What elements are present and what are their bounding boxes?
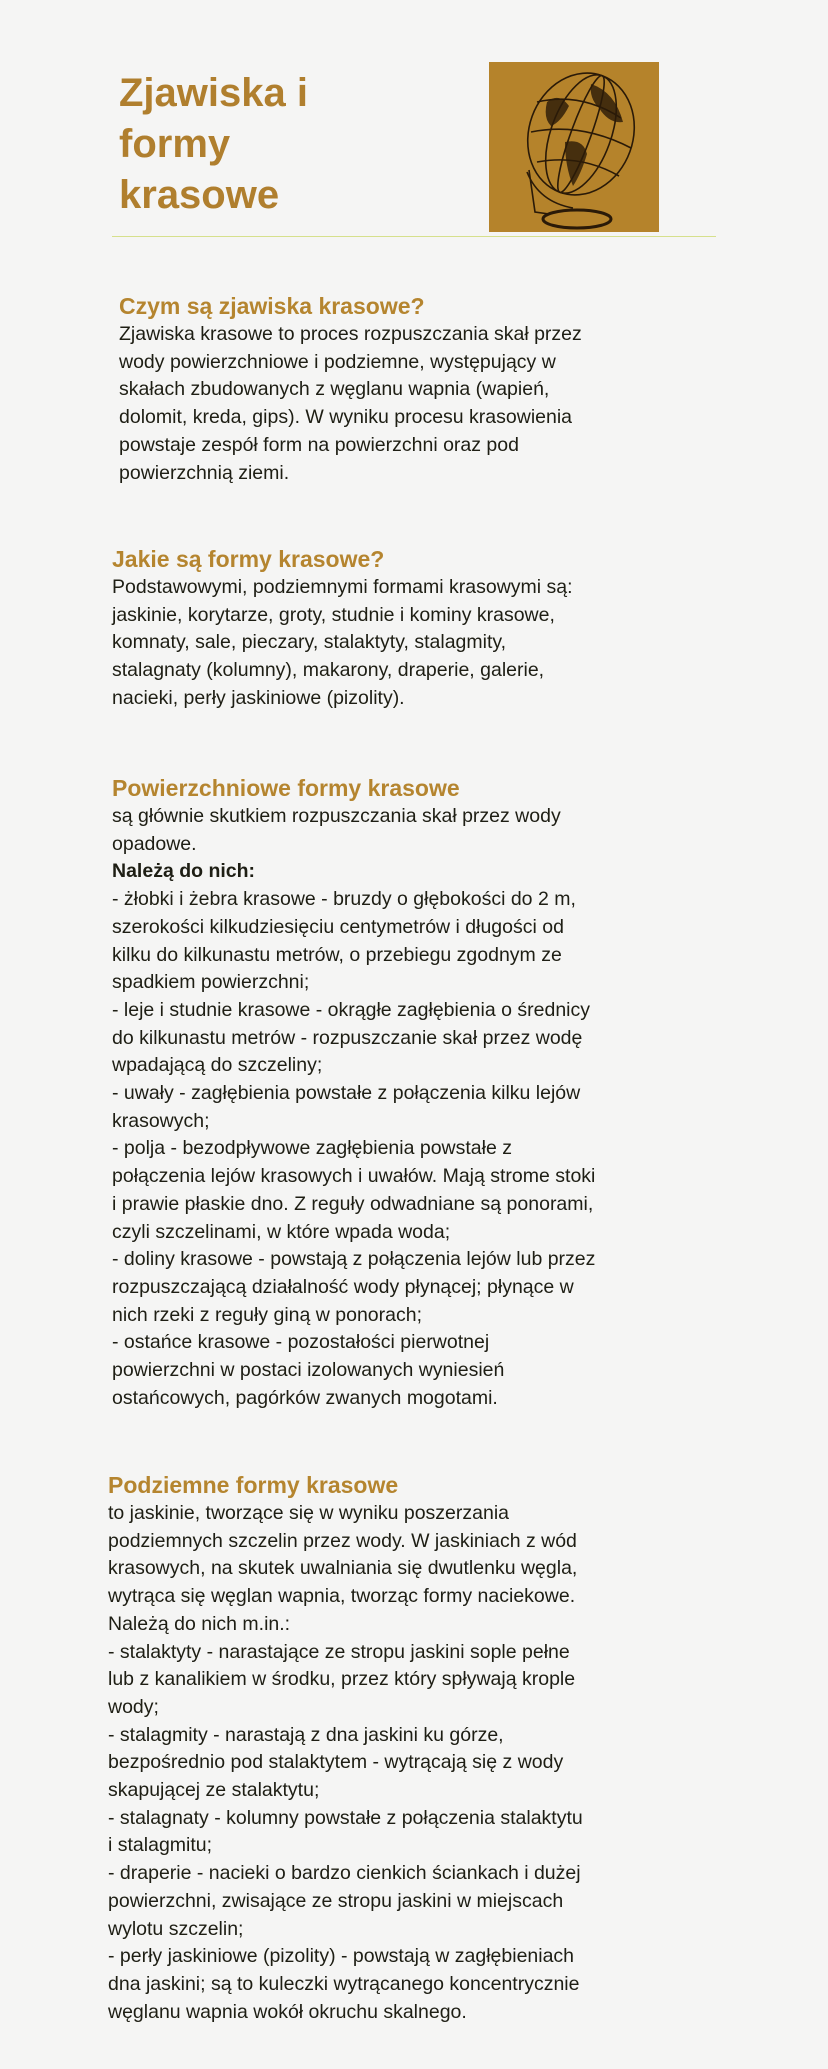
text-line: - doliny krasowe - powstają z połączenia lejów lub przez bbox=[112, 1248, 596, 1271]
text-line: powierzchni, zwisające ze stropu jaskini w miejscach bbox=[108, 1889, 564, 1912]
text-line: - żłobki i żebra krasowe - bruzdy o głębokości do 2 m, bbox=[112, 888, 576, 911]
text-line: są głównie skutkiem rozpuszczania skał przez wody bbox=[112, 805, 561, 827]
title-line: formy bbox=[119, 122, 231, 166]
text-line: spadkiem powierzchni; bbox=[112, 971, 310, 994]
text-line: powstaje zespół form na powierzchni oraz pod bbox=[119, 433, 519, 456]
text-line: nacieki, perły jaskiniowe (pizolity). bbox=[112, 686, 405, 709]
page-title bbox=[119, 68, 308, 221]
text-line: - perły jaskiniowe (pizolity) - powstają w zagłębieniach bbox=[108, 1945, 575, 1968]
section-body bbox=[119, 321, 739, 487]
text-line: wody; bbox=[108, 1695, 159, 1718]
text-line: Należą do nich: bbox=[112, 860, 256, 883]
text-line: - stalagmity - narastają z dna jaskini ku górze, bbox=[108, 1723, 504, 1746]
section-heading: Powierzchniowe formy krasowe bbox=[112, 775, 460, 801]
globe-icon bbox=[489, 62, 659, 232]
text-line: czyli szczelinami, w które wpada woda; bbox=[112, 1220, 451, 1243]
text-line: krasowych; bbox=[112, 1109, 210, 1132]
text-line: Należą do nich m.in.: bbox=[108, 1612, 291, 1635]
text-line: jaskinie, korytarze, groty, studnie i kominy krasowe, bbox=[112, 603, 555, 626]
text-line: do kilkunastu metrów - rozpuszczanie skał przez wodę bbox=[112, 1026, 583, 1049]
text-line: stalagnaty (kolumny), makarony, draperie, galerie, bbox=[112, 659, 545, 682]
section-body bbox=[108, 1500, 728, 2026]
text-line: - ostańce krasowe - pozostałości pierwotnej bbox=[112, 1331, 490, 1354]
text-line: wytrąca się węglan wapnia, tworząc formy naciekowe. bbox=[108, 1585, 576, 1608]
section-underground-forms bbox=[108, 1470, 728, 2026]
text-line: - stalaktyty - narastające ze stropu jaskini sople pełne bbox=[108, 1640, 570, 1663]
text-line: powierzchnią ziemi. bbox=[119, 461, 290, 484]
text-line: ostańcowych, pagórków zwanych mogotami. bbox=[112, 1386, 498, 1409]
text-line: wody powierzchniowe i podziemne, występujący w bbox=[119, 350, 556, 373]
text-line: węglanu wapnia wokół okruchu skalnego. bbox=[108, 2000, 467, 2023]
text-line: - leje i studnie krasowe - okrągłe zagłębienia o średnicy bbox=[112, 998, 590, 1021]
title-line: Zjawiska i bbox=[119, 71, 308, 115]
text-line: - polja - bezodpływowe zagłębienia powstałe z bbox=[112, 1137, 512, 1160]
text-line: wylotu szczelin; bbox=[108, 1917, 244, 1940]
text-line: Podstawowymi, podziemnymi formami krasowymi są: bbox=[112, 576, 573, 598]
text-line: - stalagnaty - kolumny powstałe z połączenia stalaktytu bbox=[108, 1806, 583, 1829]
text-line: - draperie - nacieki o bardzo cienkich ściankach i dużej bbox=[108, 1862, 581, 1885]
text-line: nich rzeki z reguły giną w ponorach; bbox=[112, 1303, 422, 1326]
text-line: skapującej ze stalaktytu; bbox=[108, 1779, 320, 1802]
text-line: połączenia lejów krasowych i uwałów. Mają strome stoki bbox=[112, 1165, 596, 1188]
section-heading: Czym są zjawiska krasowe? bbox=[119, 293, 425, 319]
text-line: wpadającą do szczeliny; bbox=[112, 1054, 323, 1077]
section-body bbox=[112, 803, 732, 1412]
section-what-is-karst bbox=[119, 291, 739, 487]
text-line: dna jaskini; są to kuleczki wytrącanego koncentrycznie bbox=[108, 1972, 580, 1995]
text-line: - uwały - zagłębienia powstałe z połączenia kilku lejów bbox=[112, 1082, 581, 1105]
section-surface-forms bbox=[112, 773, 732, 1412]
section-heading: Jakie są formy krasowe? bbox=[112, 546, 385, 572]
text-line: opadowe. bbox=[112, 832, 197, 855]
section-karst-forms bbox=[112, 544, 732, 713]
section-heading: Podziemne formy krasowe bbox=[108, 1472, 399, 1498]
text-line: lub z kanalikiem w środku, przez który spływają krople bbox=[108, 1668, 576, 1691]
text-line: dolomit, kreda, gips). W wyniku procesu krasowienia bbox=[119, 406, 573, 429]
text-line: kilku do kilkunastu metrów, o przebiegu zgodnym ze bbox=[112, 943, 562, 966]
text-line: skałach zbudowanych z węglanu wapnia (wapień, bbox=[119, 378, 550, 401]
text-line: Zjawiska krasowe to proces rozpuszczania skał przez bbox=[119, 323, 582, 345]
text-line: powierzchni w postaci izolowanych wyniesień bbox=[112, 1359, 505, 1382]
text-line: krasowych, na skutek uwalniania się dwutlenku węgla, bbox=[108, 1557, 578, 1580]
text-line: bezpośrednio pod stalaktytem - wytrącają się z wody bbox=[108, 1751, 564, 1774]
text-line: rozpuszczającą działalność wody płynącej; płynące w bbox=[112, 1275, 574, 1298]
text-line: podziemnych szczelin przez wody. W jaskiniach z wód bbox=[108, 1529, 577, 1552]
text-line: i prawie płaskie dno. Z reguły odwadniane są ponorami, bbox=[112, 1192, 594, 1215]
text-line: komnaty, sale, pieczary, stalaktyty, stalagmity, bbox=[112, 631, 507, 654]
section-body bbox=[112, 574, 732, 713]
divider bbox=[112, 236, 716, 237]
title-line: krasowe bbox=[119, 173, 280, 217]
text-line: to jaskinie, tworzące się w wyniku poszerzania bbox=[108, 1502, 510, 1524]
text-line: szerokości kilkudziesięciu centymetrów i długości od bbox=[112, 915, 564, 938]
text-line: i stalagmitu; bbox=[108, 1834, 213, 1857]
